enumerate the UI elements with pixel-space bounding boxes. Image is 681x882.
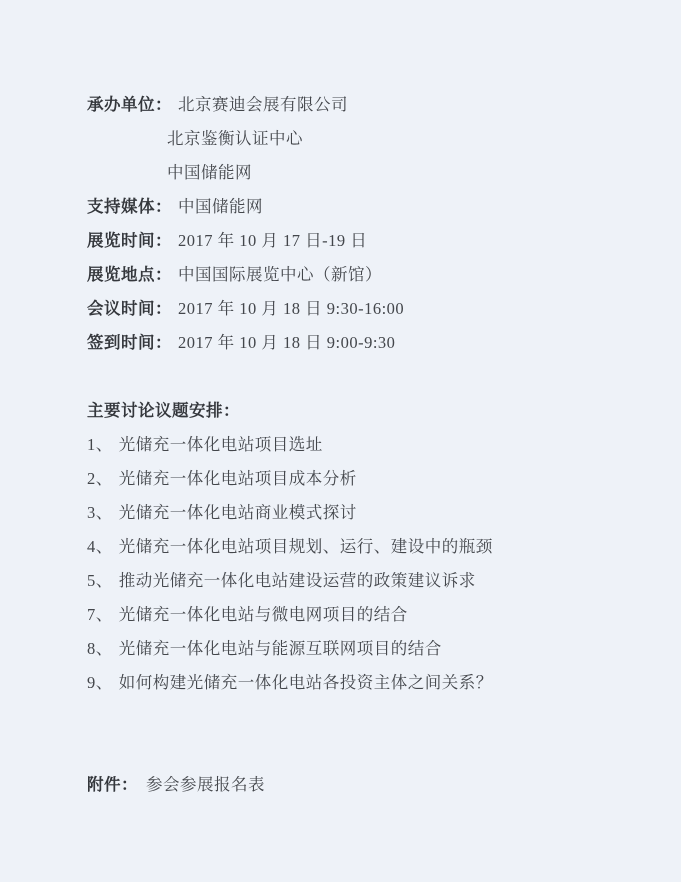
agenda-item (87, 632, 651, 666)
info-value: 北京赛迪会展有限公司 (178, 95, 348, 114)
info-value: 中国储能网 (167, 163, 252, 182)
info-label: 会议时间： (87, 300, 172, 318)
agenda-item (87, 496, 651, 530)
item-number: 1、 (87, 435, 113, 454)
info-row-media (87, 190, 651, 224)
item-number: 2、 (87, 469, 113, 488)
agenda-item (87, 530, 651, 564)
item-number: 4、 (87, 537, 113, 556)
item-text: 光储充一体化电站与微电网项目的结合 (118, 605, 408, 624)
item-text: 光储充一体化电站项目成本分析 (118, 469, 357, 488)
item-text: 光储充一体化电站商业模式探讨 (118, 503, 357, 522)
item-number: 9、 (87, 673, 113, 692)
info-label: 支持媒体： (87, 198, 172, 216)
info-label: 签到时间： (87, 334, 172, 352)
agenda-item (87, 666, 651, 700)
attachment-line (87, 768, 651, 802)
item-text: 光储充一体化电站项目规划、运行、建设中的瓶颈 (118, 537, 493, 556)
item-text: 光储充一体化电站项目选址 (118, 435, 323, 454)
agenda-item (87, 462, 651, 496)
item-number: 3、 (87, 503, 113, 522)
attachment-label: 附件： (87, 776, 138, 794)
info-value: 2017 年 10 月 18 日 9:30-16:00 (178, 299, 405, 318)
item-text: 推动光储充一体化电站建设运营的政策建议诉求 (118, 571, 476, 590)
agenda-item (87, 598, 651, 632)
item-text: 如何构建光储充一体化电站各投资主体之间关系？ (118, 673, 493, 692)
attachment-text: 参会参展报名表 (146, 775, 265, 794)
info-row-exhibition-venue (87, 258, 651, 292)
info-value: 中国储能网 (178, 197, 263, 216)
item-text: 光储充一体化电站与能源互联网项目的结合 (118, 639, 442, 658)
info-row-organizer (87, 88, 651, 122)
info-value-line (167, 156, 651, 190)
info-row-checkin-time (87, 326, 651, 360)
item-number: 7、 (87, 605, 113, 624)
info-value: 2017 年 10 月 17 日-19 日 (178, 231, 368, 250)
agenda-item (87, 564, 651, 598)
document-content (87, 88, 651, 802)
info-value-line (167, 122, 651, 156)
agenda-heading: 主要讨论议题安排： (87, 402, 240, 420)
info-value: 中国国际展览中心（新馆） (178, 265, 382, 284)
item-number: 8、 (87, 639, 113, 658)
info-row-conference-time (87, 292, 651, 326)
info-row-exhibition-time (87, 224, 651, 258)
info-label: 展览时间： (87, 232, 172, 250)
item-number: 5、 (87, 571, 113, 590)
info-value: 北京鉴衡认证中心 (167, 129, 303, 148)
info-label: 承办单位： (87, 96, 172, 114)
agenda-item (87, 428, 651, 462)
info-label: 展览地点： (87, 266, 172, 284)
info-value: 2017 年 10 月 18 日 9:00-9:30 (178, 333, 396, 352)
